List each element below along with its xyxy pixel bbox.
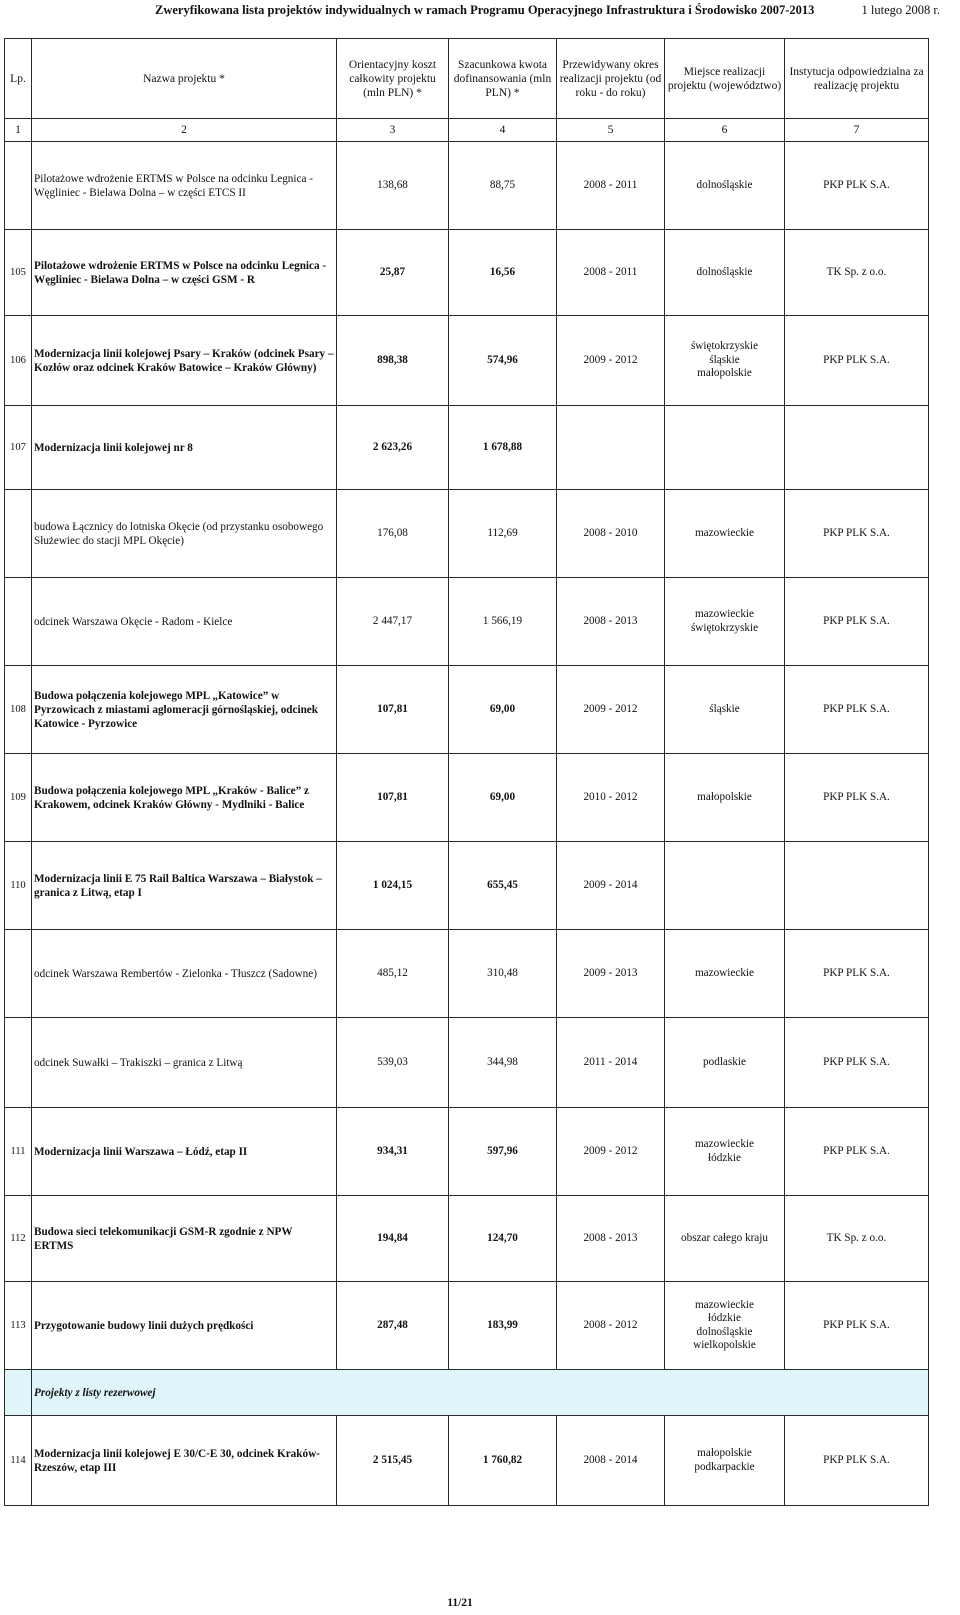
project-funding: 16,56	[449, 230, 557, 316]
project-period: 2008 - 2013	[557, 1196, 665, 1282]
project-institution	[785, 842, 929, 930]
project-institution	[785, 406, 929, 490]
project-region: mazowieckie	[665, 930, 785, 1018]
project-name: Modernizacja linii kolejowej nr 8	[32, 406, 337, 490]
project-lp: 109	[5, 754, 32, 842]
project-lp	[5, 1018, 32, 1108]
project-lp	[5, 490, 32, 578]
column-number-row	[5, 119, 929, 142]
project-lp	[5, 142, 32, 230]
col-number: 4	[449, 119, 557, 142]
project-name: Modernizacja linii kolejowej E 30/C-E 30, odcinek Kraków-Rzeszów, etap III	[32, 1416, 337, 1506]
table-row	[5, 842, 929, 930]
project-region: dolnośląskie	[665, 230, 785, 316]
col-header-institution: Instytucja odpowiedzialna za realizację projektu	[785, 39, 929, 119]
table-row	[5, 490, 929, 578]
col-header-period: Przewidywany okres realizacji projektu (od roku - do roku)	[557, 39, 665, 119]
project-region: obszar całego kraju	[665, 1196, 785, 1282]
project-funding: 1 678,88	[449, 406, 557, 490]
project-region: mazowieckie	[665, 490, 785, 578]
project-funding: 183,99	[449, 1282, 557, 1370]
table-row	[5, 1416, 929, 1506]
project-period: 2011 - 2014	[557, 1018, 665, 1108]
project-cost: 1 024,15	[337, 842, 449, 930]
project-period: 2008 - 2012	[557, 1282, 665, 1370]
project-institution: PKP PLK S.A.	[785, 316, 929, 406]
project-institution: PKP PLK S.A.	[785, 142, 929, 230]
project-region: świętokrzyskie śląskie małopolskie	[665, 316, 785, 406]
project-funding: 1 760,82	[449, 1416, 557, 1506]
project-institution: PKP PLK S.A.	[785, 490, 929, 578]
project-cost: 25,87	[337, 230, 449, 316]
project-institution: PKP PLK S.A.	[785, 1018, 929, 1108]
project-institution: PKP PLK S.A.	[785, 1108, 929, 1196]
project-institution: PKP PLK S.A.	[785, 1416, 929, 1506]
page-number: 11/21	[447, 1597, 473, 1609]
project-lp: 105	[5, 230, 32, 316]
col-header-cost: Orientacyjny koszt całkowity projektu (mln PLN) *	[337, 39, 449, 119]
project-cost: 176,08	[337, 490, 449, 578]
project-cost: 934,31	[337, 1108, 449, 1196]
table-row	[5, 142, 929, 230]
table-row	[5, 930, 929, 1018]
projects-table	[4, 38, 929, 1506]
project-period: 2009 - 2012	[557, 1108, 665, 1196]
project-institution: PKP PLK S.A.	[785, 930, 929, 1018]
project-funding: 574,96	[449, 316, 557, 406]
project-institution: TK Sp. z o.o.	[785, 1196, 929, 1282]
project-institution: PKP PLK S.A.	[785, 666, 929, 754]
project-funding: 124,70	[449, 1196, 557, 1282]
col-number: 1	[5, 119, 32, 142]
project-region: mazowieckie łódzkie	[665, 1108, 785, 1196]
project-cost: 2 447,17	[337, 578, 449, 666]
project-funding: 310,48	[449, 930, 557, 1018]
project-lp: 108	[5, 666, 32, 754]
project-name: Modernizacja linii Warszawa – Łódź, etap II	[32, 1108, 337, 1196]
project-name: Pilotażowe wdrożenie ERTMS w Polsce na odcinku Legnica - Węgliniec - Bielawa Dolna – w części ETCS II	[32, 142, 337, 230]
col-header-funding: Szacunkowa kwota dofinansowania (mln PLN) *	[449, 39, 557, 119]
project-cost: 2 623,26	[337, 406, 449, 490]
project-region: małopolskie podkarpackie	[665, 1416, 785, 1506]
project-name: Modernizacja linii E 75 Rail Baltica Warszawa – Białystok – granica z Litwą, etap I	[32, 842, 337, 930]
project-region: podlaskie	[665, 1018, 785, 1108]
project-lp: 111	[5, 1108, 32, 1196]
project-lp	[5, 930, 32, 1018]
col-header-name: Nazwa projektu *	[32, 39, 337, 119]
project-name: Przygotowanie budowy linii dużych prędkości	[32, 1282, 337, 1370]
col-number: 2	[32, 119, 337, 142]
project-cost: 107,81	[337, 666, 449, 754]
document-title: Zweryfikowana lista projektów indywidualnych w ramach Programu Operacyjnego Infrastruktura i Środowisko 2007-2013	[155, 3, 815, 17]
project-period: 2008 - 2011	[557, 230, 665, 316]
project-lp: 114	[5, 1416, 32, 1506]
table-row	[5, 666, 929, 754]
project-name: Budowa sieci telekomunikacji GSM-R zgodnie z NPW ERTMS	[32, 1196, 337, 1282]
project-name: budowa Łącznicy do lotniska Okęcie (od przystanku osobowego Służewiec do stacji MPL Okęcie)	[32, 490, 337, 578]
col-header-lp: Lp.	[5, 39, 32, 119]
project-cost: 107,81	[337, 754, 449, 842]
project-cost: 287,48	[337, 1282, 449, 1370]
project-period: 2009 - 2012	[557, 316, 665, 406]
project-cost: 2 515,45	[337, 1416, 449, 1506]
project-name: Budowa połączenia kolejowego MPL „Katowice” w Pyrzowicach z miastami aglomeracji górnośląskiej, odcinek Katowice - Pyrzowice	[32, 666, 337, 754]
project-funding: 69,00	[449, 666, 557, 754]
table-row	[5, 1018, 929, 1108]
project-lp: 106	[5, 316, 32, 406]
project-name: odcinek Warszawa Rembertów - Zielonka - Tłuszcz (Sadowne)	[32, 930, 337, 1018]
project-period: 2008 - 2013	[557, 578, 665, 666]
document-date: 1 lutego 2008 r.	[861, 3, 940, 17]
project-name: Budowa połączenia kolejowego MPL „Kraków - Balice” z Krakowem, odcinek Kraków Główny - Mydlniki - Balice	[32, 754, 337, 842]
table-row	[5, 316, 929, 406]
project-region: małopolskie	[665, 754, 785, 842]
col-header-region: Miejsce realizacji projektu (województwo)	[665, 39, 785, 119]
project-region	[665, 406, 785, 490]
project-cost: 138,68	[337, 142, 449, 230]
project-region: śląskie	[665, 666, 785, 754]
project-region: dolnośląskie	[665, 142, 785, 230]
project-name: odcinek Suwałki – Trakiszki – granica z Litwą	[32, 1018, 337, 1108]
project-period: 2008 - 2014	[557, 1416, 665, 1506]
reserve-section-row	[5, 1370, 929, 1416]
reserve-lp-cell	[5, 1370, 32, 1416]
col-number: 6	[665, 119, 785, 142]
project-lp: 107	[5, 406, 32, 490]
project-period: 2009 - 2012	[557, 666, 665, 754]
project-lp: 112	[5, 1196, 32, 1282]
project-name: odcinek Warszawa Okęcie - Radom - Kielce	[32, 578, 337, 666]
table-header-row	[5, 39, 929, 119]
project-region: mazowieckie łódzkie dolnośląskie wielkopolskie	[665, 1282, 785, 1370]
project-name: Pilotażowe wdrożenie ERTMS w Polsce na odcinku Legnica - Węgliniec - Bielawa Dolna – w części GSM - R	[32, 230, 337, 316]
project-period: 2010 - 2012	[557, 754, 665, 842]
project-period: 2009 - 2014	[557, 842, 665, 930]
table-row	[5, 406, 929, 490]
table-row	[5, 1196, 929, 1282]
project-region	[665, 842, 785, 930]
project-cost: 898,38	[337, 316, 449, 406]
project-lp: 113	[5, 1282, 32, 1370]
project-funding: 88,75	[449, 142, 557, 230]
project-funding: 112,69	[449, 490, 557, 578]
project-funding: 597,96	[449, 1108, 557, 1196]
table-row	[5, 1108, 929, 1196]
project-lp	[5, 578, 32, 666]
project-institution: PKP PLK S.A.	[785, 1282, 929, 1370]
table-row	[5, 754, 929, 842]
project-name: Modernizacja linii kolejowej Psary – Kraków (odcinek Psary – Kozłów oraz odcinek Kraków Batowice – Kraków Główny)	[32, 316, 337, 406]
project-funding: 655,45	[449, 842, 557, 930]
project-cost: 485,12	[337, 930, 449, 1018]
project-lp: 110	[5, 842, 32, 930]
project-institution: TK Sp. z o.o.	[785, 230, 929, 316]
col-number: 3	[337, 119, 449, 142]
reserve-section-label: Projekty z listy rezerwowej	[32, 1370, 929, 1416]
col-number: 7	[785, 119, 929, 142]
project-cost: 539,03	[337, 1018, 449, 1108]
page-header	[0, 0, 960, 26]
project-funding: 69,00	[449, 754, 557, 842]
project-funding: 344,98	[449, 1018, 557, 1108]
table-row	[5, 578, 929, 666]
project-region: mazowieckie świętokrzyskie	[665, 578, 785, 666]
table-row	[5, 230, 929, 316]
project-period: 2008 - 2010	[557, 490, 665, 578]
col-number: 5	[557, 119, 665, 142]
project-funding: 1 566,19	[449, 578, 557, 666]
project-period: 2009 - 2013	[557, 930, 665, 1018]
project-period	[557, 406, 665, 490]
project-institution: PKP PLK S.A.	[785, 578, 929, 666]
project-cost: 194,84	[337, 1196, 449, 1282]
project-period: 2008 - 2011	[557, 142, 665, 230]
project-institution: PKP PLK S.A.	[785, 754, 929, 842]
table-row	[5, 1282, 929, 1370]
